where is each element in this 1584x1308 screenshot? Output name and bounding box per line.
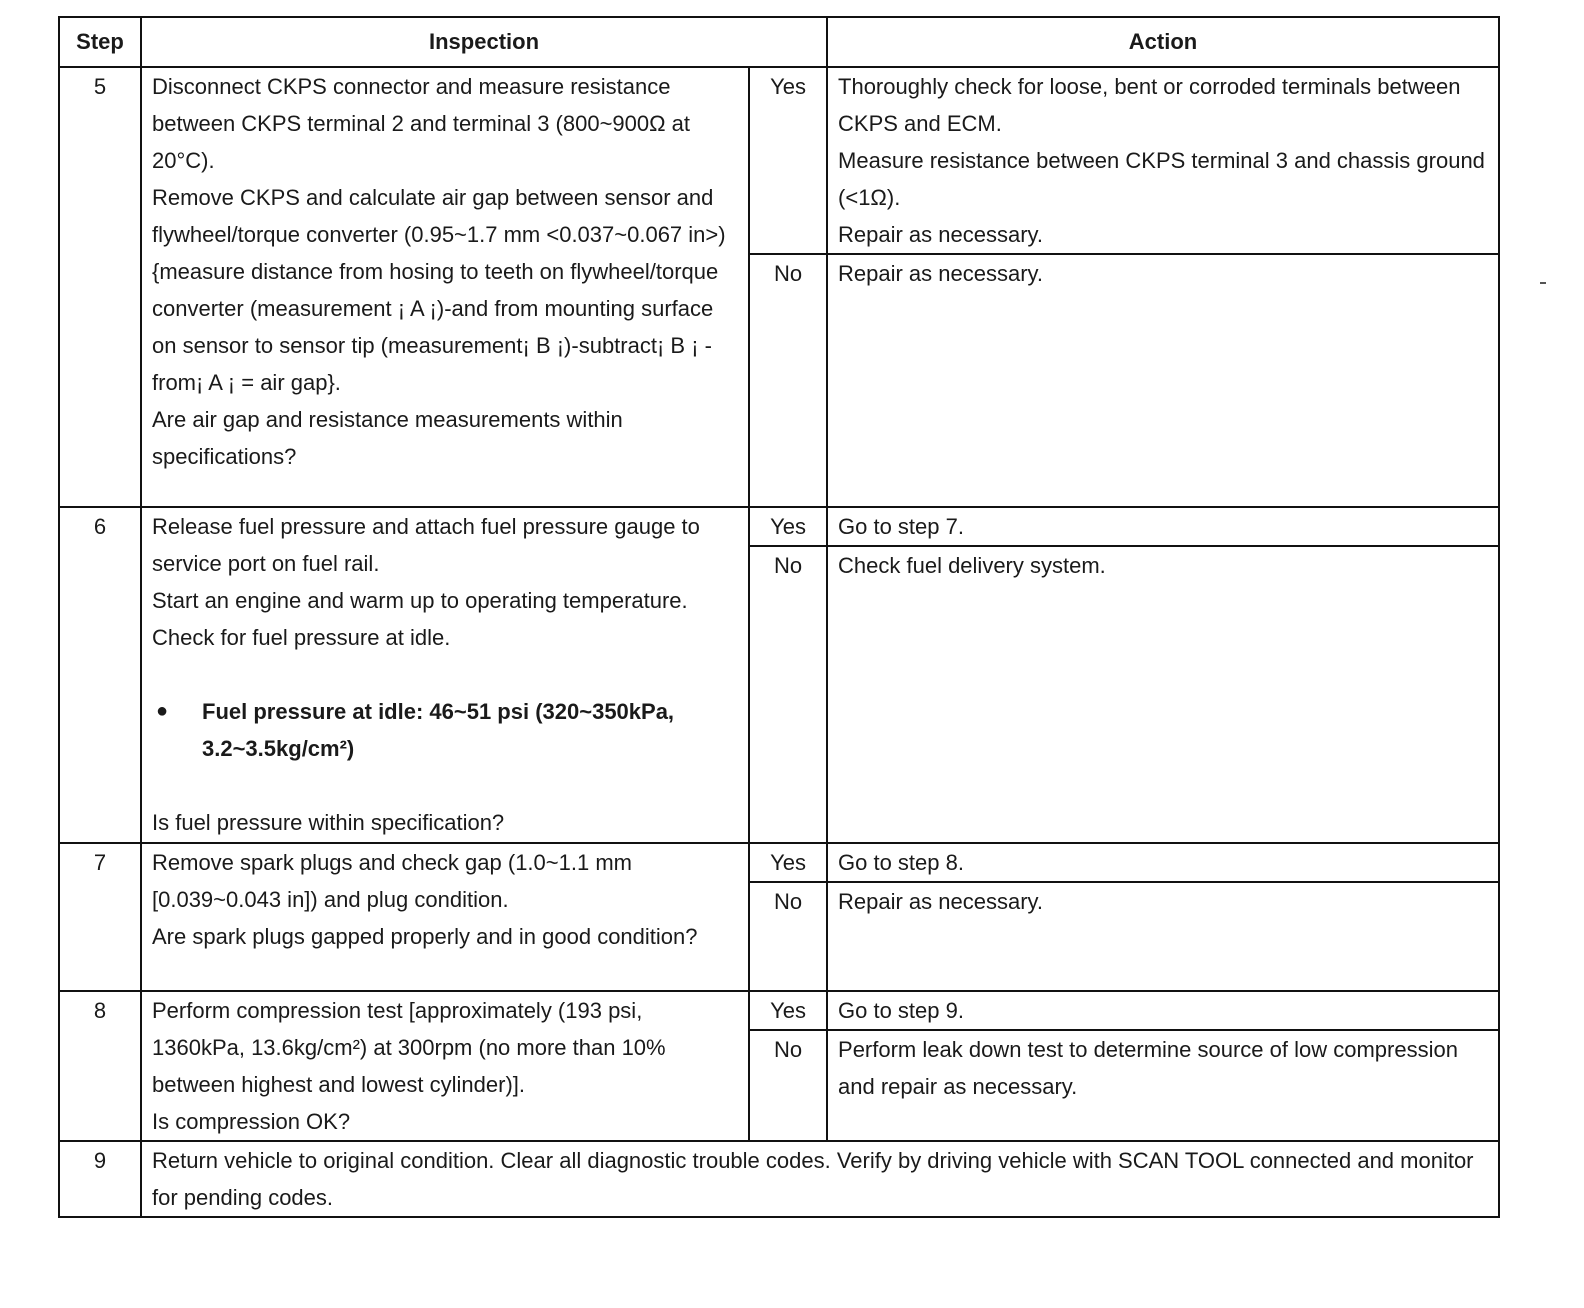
yes-action-cell <box>827 991 1499 1030</box>
diagnostic-procedure-table <box>58 16 1500 1218</box>
table-row-step-9 <box>59 1141 1499 1217</box>
yes-action-cell <box>827 507 1499 546</box>
action-text: Repair as necessary. <box>838 261 1044 286</box>
action-text: Go to step 9. <box>838 998 964 1023</box>
step-number: 5 <box>59 67 141 507</box>
inspection-question: Are spark plugs gapped properly and in good condition? <box>152 924 698 949</box>
yes-action-cell <box>827 67 1499 254</box>
yes-label: Yes <box>749 67 827 254</box>
inspection-question: Are air gap and resistance measurements within specifications? <box>152 407 623 469</box>
table-row-step-5 <box>59 67 1499 254</box>
no-label: No <box>749 1030 827 1141</box>
yes-label: Yes <box>749 507 827 546</box>
fuel-pressure-spec <box>152 693 738 767</box>
table-header-row <box>59 17 1499 67</box>
step-column-header: Step <box>59 17 141 67</box>
step-number: 6 <box>59 507 141 843</box>
inspection-cell <box>141 507 749 843</box>
table-row-step-7 <box>59 843 1499 882</box>
step-number: 8 <box>59 991 141 1141</box>
inspection-question: Is fuel pressure within specification? <box>152 810 505 835</box>
no-label: No <box>749 882 827 991</box>
table-row-step-6 <box>59 507 1499 546</box>
inspection-column-header: Inspection <box>141 17 827 67</box>
inspection-question: Is compression OK? <box>152 1109 351 1134</box>
no-label: No <box>749 254 827 507</box>
inspection-text: Remove CKPS and calculate air gap between sensor and flywheel/torque converter (0.95~1.7 mm <0.037~0.067 in>) {measure distance from hosing to teeth on flywheel/torque converter (measurement ¡ A ¡)-and from mounting surface on sensor to sensor tip (measurement¡ B ¡)-subtract¡ B ¡ -from¡ A ¡ = air gap}. <box>152 185 726 395</box>
table-row-step-8 <box>59 991 1499 1030</box>
action-text: Perform leak down test to determine source of low compression and repair as necessary. <box>838 1037 1458 1099</box>
action-column-header: Action <box>827 17 1499 67</box>
action-text: Go to step 7. <box>838 514 964 539</box>
inspection-text: Start an engine and warm up to operating temperature. Check for fuel pressure at idle. <box>152 588 688 650</box>
final-step-text: Return vehicle to original condition. Clear all diagnostic trouble codes. Verify by driving vehicle with SCAN TOOL connected and monitor for pending codes. <box>141 1141 1499 1217</box>
inspection-cell <box>141 843 749 991</box>
action-text: Check fuel delivery system. <box>838 553 1106 578</box>
bullet-icon: ● <box>156 700 169 722</box>
yes-label: Yes <box>749 843 827 882</box>
no-action-cell <box>827 254 1499 507</box>
action-text: Go to step 8. <box>838 850 964 875</box>
step-number: 9 <box>59 1141 141 1217</box>
action-text: Repair as necessary. <box>838 222 1044 247</box>
spec-text: Fuel pressure at idle: 46~51 psi (320~350kPa, 3.2~3.5kg/cm²) <box>202 699 675 761</box>
inspection-text: Release fuel pressure and attach fuel pressure gauge to service port on fuel rail. <box>152 514 700 576</box>
inspection-cell <box>141 991 749 1141</box>
action-text: Repair as necessary. <box>838 889 1044 914</box>
yes-action-cell <box>827 843 1499 882</box>
inspection-text: Perform compression test [approximately (193 psi, 1360kPa, 13.6kg/cm²) at 300rpm (no more than 10% between highest and lowest cylinder)]. <box>152 998 666 1097</box>
no-action-cell <box>827 882 1499 991</box>
action-text: Thoroughly check for loose, bent or corroded terminals between CKPS and ECM. <box>838 74 1461 136</box>
scan-artifact <box>1540 282 1546 284</box>
yes-label: Yes <box>749 991 827 1030</box>
no-action-cell <box>827 546 1499 843</box>
step-number: 7 <box>59 843 141 991</box>
inspection-text: Remove spark plugs and check gap (1.0~1.1 mm [0.039~0.043 in]) and plug condition. <box>152 850 632 912</box>
no-action-cell <box>827 1030 1499 1141</box>
no-label: No <box>749 546 827 843</box>
inspection-text: Disconnect CKPS connector and measure resistance between CKPS terminal 2 and terminal 3 (800~900Ω at 20°C). <box>152 74 691 173</box>
action-text: Measure resistance between CKPS terminal 3 and chassis ground (<1Ω). <box>838 148 1485 210</box>
inspection-cell <box>141 67 749 507</box>
